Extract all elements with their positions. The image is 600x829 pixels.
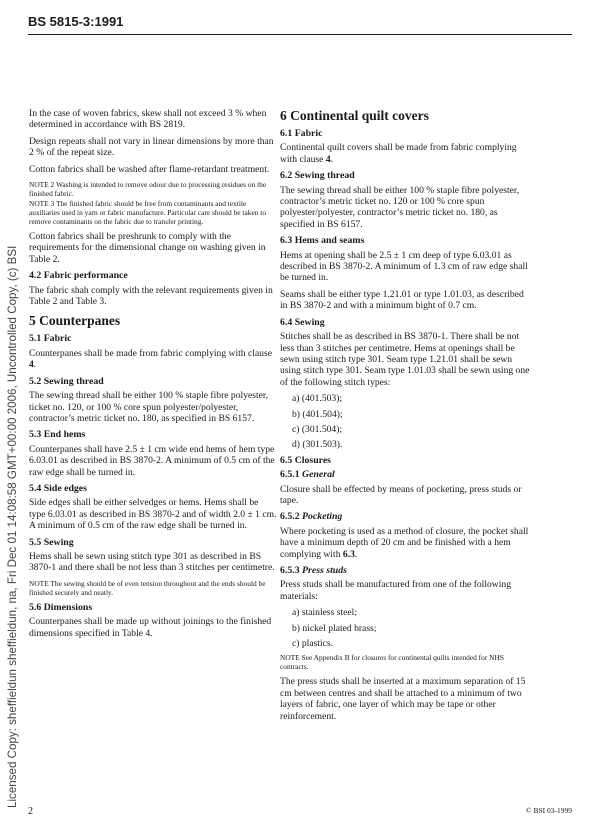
clause-ref-6-3: 6.3 — [342, 548, 355, 560]
paragraph-5-2: The sewing thread shall be either 100 % staple fibre polyester, ticket no. 120, or 100 % core spun polyester/polyester, contractor’s metric ticket no. 180, as specified in BS 6157. — [29, 390, 269, 424]
paragraph-cotton-wash: Cotton fabrics shall be washed after flame-retardant treatment. — [29, 163, 270, 175]
materials-list — [280, 607, 532, 649]
paragraph-design-repeats: Design repeats shall not vary in linear dimensions by more than 2 % of the repeat size. — [29, 135, 274, 159]
paragraph-5-4: Side edges shall be either selvedges or hems. Hems shall be type 6.03.01 as described in BS 3870-2 and of width 2.0 ± 1 cm. A minimum of 0.5 cm of the raw edge shall be turned in. — [29, 497, 277, 532]
heading-6-1: 6.1 Fabric — [280, 128, 323, 139]
stitch-type-list — [280, 393, 532, 451]
paragraph-press-studs: The press studs shall be inserted at a maximum separation of 15 cm between centres and shall be attached to a minimum of two layers of fabric, one layer of which may be tape or other reinforcement. — [280, 676, 526, 722]
page-number: 2 — [28, 806, 33, 817]
paragraph-6-4: Stitches shall be as described in BS 3870-1. There shall be not less than 3 stitches per centimetre. Hems at openings shall be sewn using stitch type 301. Seam type 1.21.01 shall be sewn using stitch type 301. Seam type 1.01.03 shall be sewn using one of the following stitch types: — [280, 331, 530, 388]
note-2: NOTE 2 Washing is intended to remove odour due to processing residues on the finished fabric. — [29, 180, 267, 199]
paragraph-6-3-hems: Hems at opening shall be 2.5 ± 1 cm deep of type 6.03.01 as described in BS 3870-2. A minimum of 1.3 cm of raw edge shall be turned in. — [280, 249, 528, 284]
list-item: c) plastics. — [292, 638, 334, 650]
clause-ref-4: 4 — [325, 153, 331, 165]
heading-5-1: 5.1 Fabric — [29, 333, 72, 345]
heading-6-5-1: 6.5.1 General — [280, 469, 335, 481]
heading-6-5: 6.5 Closures — [280, 454, 331, 466]
left-column — [29, 108, 277, 644]
paragraph-6-5-3: Press studs shall be manufactured from one of the following materials: — [280, 579, 511, 602]
paragraph-preshrunk: Cotton fabrics shall be preshrunk to comply with the requirements for the dimensional change on washing given in Table 2. — [29, 231, 266, 265]
paragraph-skew: In the case of woven fabrics, skew shall not exceed 3 % when determined in accordance with BS 2819. — [29, 108, 267, 131]
heading-6-5-3: 6.5.3 Press studs — [280, 565, 347, 576]
heading-6-4: 6.4 Sewing — [280, 316, 325, 328]
right-column — [280, 108, 532, 727]
license-watermark: Licensed Copy: sheffieldun sheffieldun, na, Fri Dec 01 14:08:58 GMT+00:00 2006, Uncontrolled Copy, (c) BSI — [6, 245, 19, 808]
heading-5-5: 5.5 Sewing — [29, 536, 74, 548]
paragraph-6-1: Continental quilt covers shall be made from fabric complying with clause 4. — [280, 142, 517, 165]
list-item: b) (401.504); — [292, 408, 343, 420]
list-item: a) (401.503); — [292, 393, 343, 405]
paragraph-6-3-seams: Seams shall be either type 1.21.01 or type 1.01.03, as described in BS 3870-2 and with a minimum bight of 0.7 cm. — [280, 288, 524, 312]
note-3: NOTE 3 The finished fabric should be free from contaminants and textile auxiliaries used in yarn or fabric manufacture. Particular care should be taken to remove contaminants on the fabric due to transfer printing. — [29, 199, 267, 227]
list-item: b) nickel plated brass; — [292, 622, 377, 634]
heading-5-4: 5.4 Side edges — [29, 482, 87, 494]
paragraph-6-5-2: Where pocketing is used as a method of closure, the pocket shall have a minimum depth of 20 cm and be finished with a hem complying with 6.3. — [280, 525, 529, 560]
paragraph-5-1: Counterpanes shall be made from fabric complying with clause 4. — [29, 347, 272, 371]
note-5-5: NOTE The sewing should be of even tension throughout and the ends should be finished securely and neatly. — [29, 578, 266, 597]
heading-6-5-2: 6.5.2 Pocketing — [280, 511, 343, 523]
paragraph-6-2: The sewing thread shall be either 100 % staple fibre polyester, contractor’s metric ticket no. 120 or 100 % core spun polyester/polyester, contractor’s metric ticket no. 180, as specified in BS 6157. — [280, 184, 520, 230]
heading-5: 5 Counterpanes — [29, 313, 121, 329]
list-item: a) stainless steel; — [292, 607, 358, 619]
paragraph-5-5: Hems shall be sewn using stitch type 301 as described in BS 3870-1 and there shall be not less than 3 stitches per centimetre. — [29, 550, 275, 574]
heading-4-2: 4.2 Fabric performance — [29, 270, 128, 282]
paragraph-4-2: The fabric shah comply with the relevant requirements given in Table 2 and Table 3. — [29, 284, 273, 308]
heading-6-3: 6.3 Hems and seams — [280, 235, 365, 247]
paragraph-6-5-1: Closure shall be effected by means of pocketing, press studs or tape. — [280, 483, 522, 506]
copyright-notice: © BSI 03-1999 — [525, 806, 572, 815]
heading-5-3: 5.3 End hems — [29, 429, 86, 441]
heading-5-6: 5.6 Dimensions — [29, 601, 93, 613]
note-6-5-3: NOTE See Appendix B for closures for continental quilts intended for NHS contracts. — [280, 653, 504, 672]
heading-6-2: 6.2 Sewing thread — [280, 170, 355, 182]
list-item: d) (301.503). — [292, 439, 343, 451]
paragraph-5-6: Counterpanes shall be made up without joinings to the finished dimensions specified in Table 4. — [29, 616, 272, 639]
paragraph-5-3: Counterpanes shall have 2.5 ± 1 cm wide end hems of hem type 6.03.01 as described in BS 3870-2. A minimum of 0.5 cm of the raw edge shall be turned in. — [29, 443, 275, 478]
list-item: c) (301.504); — [292, 423, 343, 435]
heading-6: 6 Continental quilt covers — [280, 108, 429, 123]
document-header: BS 5815-3:1991 — [28, 14, 124, 29]
header-rule — [28, 34, 572, 35]
heading-5-2: 5.2 Sewing thread — [29, 375, 104, 387]
clause-ref-4: 4 — [29, 359, 34, 371]
